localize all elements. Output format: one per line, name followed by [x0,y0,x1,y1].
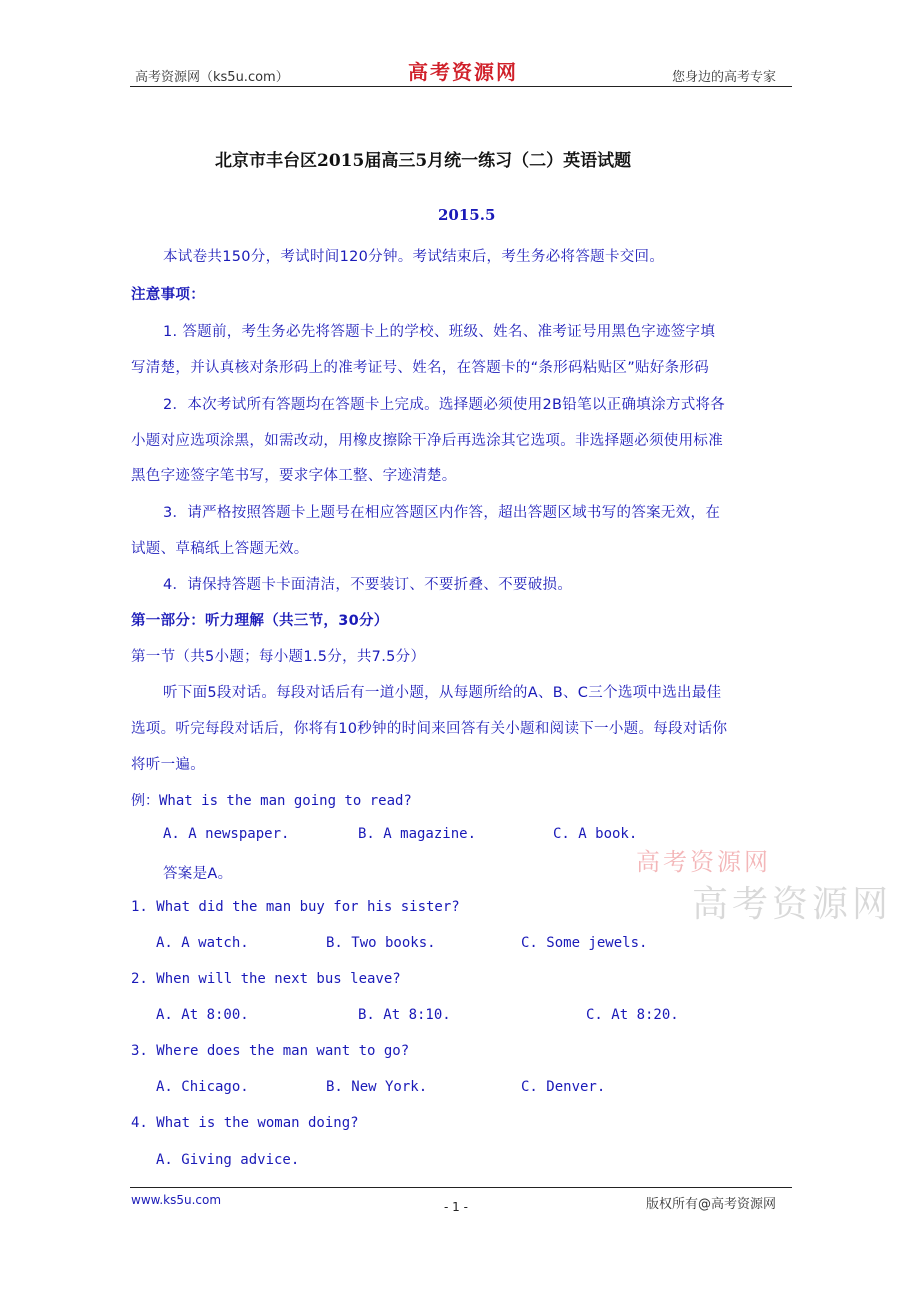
example-option-b: B. A magazine. [358,826,477,842]
note-3-line-1: 3．请严格按照答题卡上题号在相应答题区内作答，超出答题区域书写的答案无效，在 [163,505,721,521]
question-2-option-b: B. At 8:10. [358,1007,451,1023]
question-2: 2. When will the next bus leave? [131,971,401,987]
question-1-option-a: A. A watch. [156,935,249,951]
note-2-line-2: 小题对应选项涂黑，如需改动，用橡皮擦除干净后再选涂其它选项。非选择题必须使用标准 [131,433,723,449]
note-2-line-3: 黑色字迹签字笔书写，要求字体工整、字迹清楚。 [131,468,457,484]
question-4: 4. What is the woman doing? [131,1115,359,1131]
question-2-option-a: A. At 8:00. [156,1007,249,1023]
watermark-large: 高考资源网 [692,884,893,925]
header-brand-logo: 高考资源网 [408,60,518,84]
question-1-option-c: C. Some jewels. [521,935,648,951]
example-answer: 答案是A。 [163,866,233,882]
note-4-line-1: 4．请保持答题卡卡面清洁，不要装订、不要折叠、不要破损。 [163,577,573,593]
note-2-line-1: 2．本次考试所有答题均在答题卡上完成。选择题必须使用2B铅笔以正确填涂方式将各 [163,397,726,413]
question-3-option-c: C. Denver. [521,1079,606,1095]
instructions-line-3: 将听一遍。 [131,757,205,773]
question-1: 1. What did the man buy for his sister? [131,899,460,915]
note-1-line-1: 1. 答题前，考生务必先将答题卡上的学校、班级、姓名、准考证号用黑色字迹签字填 [163,324,716,340]
page-title: 北京市丰台区2015届高三5月统一练习（二）英语试题 [215,151,632,171]
intro-text: 本试卷共150分，考试时间120分钟。考试结束后，考生务必将答题卡交回。 [163,249,665,265]
watermark-small: 高考资源网 [636,848,771,876]
page-number: - 1 - [444,1200,468,1214]
question-1-option-b: B. Two books. [326,935,436,951]
section1-heading: 第一节（共5小题；每小题1.5分，共7.5分） [131,649,426,665]
header-rule [130,86,792,87]
example-question: 例：What is the man going to read? [131,793,412,809]
part1-heading: 第一部分：听力理解（共三节，30分） [131,613,389,629]
note-3-line-2: 试题、草稿纸上答题无效。 [131,541,309,557]
question-2-option-c: C. At 8:20. [586,1007,679,1023]
question-4-option-a: A. Giving advice. [156,1152,300,1168]
note-1-line-2: 写清楚，并认真核对条形码上的准考证号、姓名，在答题卡的“条形码粘贴区”贴好条形码 [131,360,710,376]
footer-copyright: 版权所有@高考资源网 [646,1197,777,1212]
example-option-c: C. A book. [553,826,638,842]
instructions-line-1: 听下面5段对话。每段对话后有一道小题，从每题所给的A、B、C三个选项中选出最佳 [163,685,722,701]
header-tagline: 您身边的高考专家 [672,70,777,85]
footer-rule [130,1187,792,1188]
example-option-a: A. A newspaper. [163,826,290,842]
footer-url: www.ks5u.com [131,1193,222,1207]
question-3-option-b: B. New York. [326,1079,428,1095]
exam-date: 2015.5 [438,206,496,224]
question-3-option-a: A. Chicago. [156,1079,249,1095]
question-3: 3. Where does the man want to go? [131,1043,410,1059]
header-site-name: 高考资源网（ks5u.com） [135,70,289,85]
instructions-line-2: 选项。听完每段对话后，你将有10秒钟的时间来回答有关小题和阅读下一小题。每段对话你 [131,721,728,737]
notes-heading: 注意事项： [131,287,205,303]
